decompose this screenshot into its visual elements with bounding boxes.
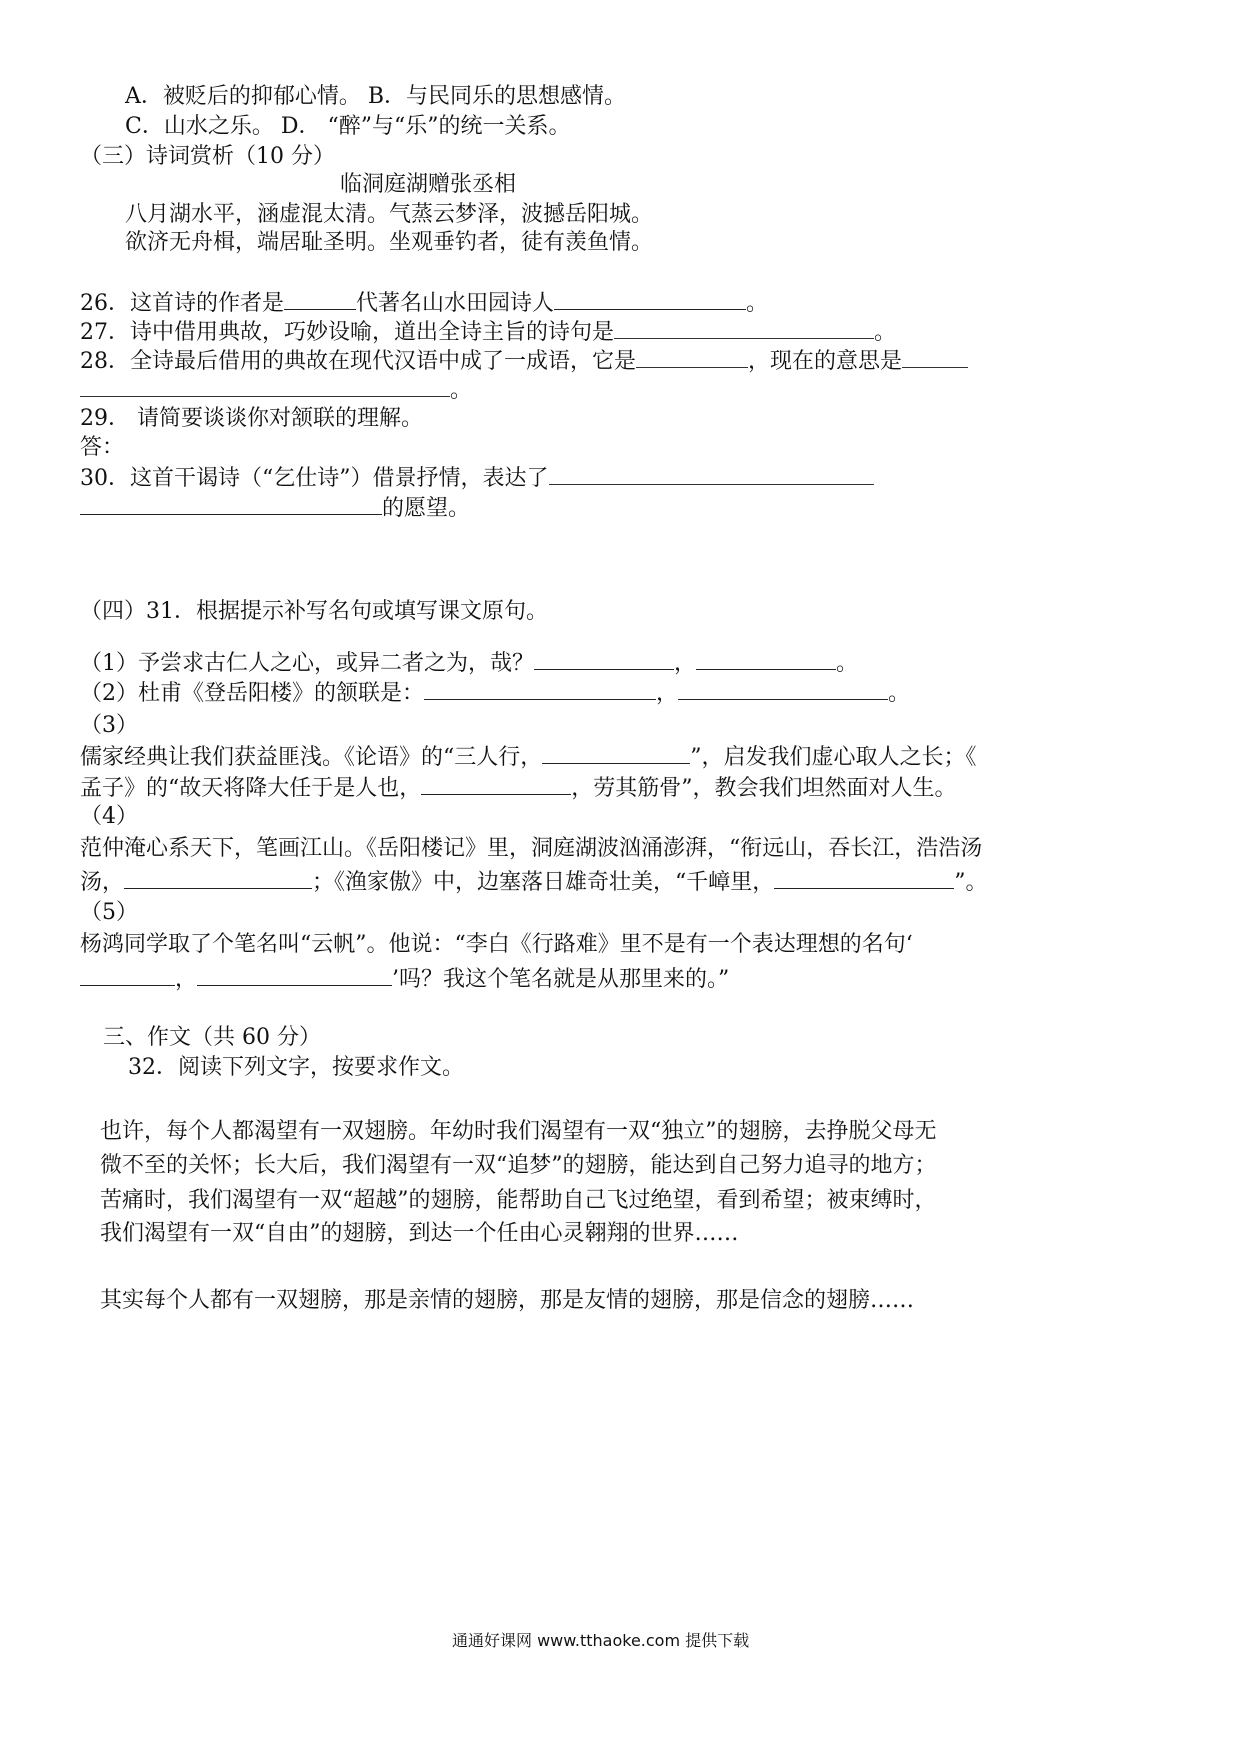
item5-text-2b: ’吗？我这个笔名就是从那里来的。” bbox=[392, 967, 730, 992]
item4-blank-2[interactable] bbox=[774, 866, 954, 889]
item3-text-1a: 儒家经典让我们获益匪浅。《论语》的“三人行， bbox=[80, 745, 543, 770]
q26-blank-2[interactable] bbox=[554, 287, 746, 310]
item4-line-1: 范仲淹心系天下，笔画江山。《岳阳楼记》里，洞庭湖波汹涌澎湃，“衔远山，吞长江，浩浩汤 bbox=[80, 836, 983, 861]
question-32: 32．阅读下列文字，按要求作文。 bbox=[128, 1055, 464, 1080]
question-28-cont bbox=[80, 374, 472, 406]
section4-item-2 bbox=[80, 677, 910, 709]
section4-item-1 bbox=[80, 647, 858, 679]
item3-blank-1[interactable] bbox=[542, 741, 690, 764]
essay-prompt-line-3: 苦痛时，我们渴望有一双“超越”的翅膀，能帮助自己飞过绝望，看到希望；被束缚时， bbox=[100, 1188, 937, 1213]
q28-text-3: 。 bbox=[450, 378, 473, 403]
item4-text-2b: ；《渔家傲》中，边塞落日雄奇壮美，“千嶂里， bbox=[312, 870, 775, 895]
item4-blank-1[interactable] bbox=[124, 866, 312, 889]
question-28 bbox=[80, 345, 968, 377]
item5-sep: ， bbox=[175, 967, 198, 992]
item2-blank-2[interactable] bbox=[678, 677, 888, 700]
item3-blank-2[interactable] bbox=[421, 772, 571, 795]
essay-prompt-line-2: 微不至的关怀；长大后，我们渴望有一双“追梦”的翅膀，能达到自己努力追寻的地方； bbox=[100, 1153, 937, 1178]
item4-line-2 bbox=[80, 866, 988, 898]
question-30 bbox=[80, 462, 874, 494]
item4-text-2c: ”。 bbox=[954, 870, 988, 895]
item1-text: （1）予尝求古仁人之心，或异二者之为，哉？ bbox=[80, 651, 534, 676]
essay-prompt-line-4: 我们渴望有一双“自由”的翅膀，到达一个任由心灵翱翔的世界…… bbox=[100, 1221, 739, 1246]
q25-option-line-1: A．被贬后的抑郁心情。 B．与民同乐的思想感情。 bbox=[125, 84, 627, 109]
q28-blank-2a[interactable] bbox=[902, 345, 968, 368]
item2-text: （2）杜甫《登岳阳楼》的颔联是： bbox=[80, 681, 424, 706]
q30-blank-2[interactable] bbox=[80, 492, 382, 515]
item5-line-2 bbox=[80, 963, 729, 995]
question-30-cont bbox=[80, 492, 470, 524]
item3-line-1 bbox=[80, 741, 977, 773]
item1-blank-2[interactable] bbox=[696, 647, 836, 670]
q28-text-2: ，现在的意思是 bbox=[748, 349, 903, 374]
q30-blank-1[interactable] bbox=[549, 462, 874, 485]
item5-blank-2[interactable] bbox=[197, 963, 392, 986]
q25-option-line-2: C．山水之乐。 D． “醉”与“乐”的统一关系。 bbox=[125, 114, 571, 139]
q26-blank-1[interactable] bbox=[284, 287, 356, 310]
item2-end: 。 bbox=[888, 681, 911, 706]
q27-blank[interactable] bbox=[614, 316, 874, 339]
essay-prompt-line-1: 也许，每个人都渴望有一双翅膀。年幼时我们渴望有一双“独立”的翅膀，去挣脱父母无 bbox=[100, 1119, 937, 1144]
q30-text-2: 的愿望。 bbox=[382, 496, 471, 521]
item3-text-2b: ，劳其筋骨”，教会我们坦然面对人生。 bbox=[571, 776, 957, 801]
item4-text-2a: 汤， bbox=[80, 870, 125, 895]
question-27 bbox=[80, 316, 896, 348]
section4-heading: （四）31．根据提示补写名句或填写课文原句。 bbox=[80, 599, 548, 624]
item3-number: （3） bbox=[80, 713, 138, 738]
q28-text-1: 28．全诗最后借用的典故在现代汉语中成了一成语，它是 bbox=[80, 349, 636, 374]
section3-heading: （三）诗词赏析（10 分） bbox=[80, 144, 335, 169]
q29-answer-label: 答： bbox=[80, 435, 125, 460]
question-29: 29． 请简要谈谈你对颔联的理解。 bbox=[80, 406, 423, 431]
item1-end: 。 bbox=[836, 651, 859, 676]
item1-sep: ， bbox=[674, 651, 697, 676]
item3-text-1b: ”，启发我们虚心取人之长；《 bbox=[690, 745, 977, 770]
item3-text-2a: 孟子》的“故天将降大任于是人也， bbox=[80, 776, 422, 801]
poem-title: 临洞庭湖赠张丞相 bbox=[340, 172, 517, 197]
item5-line-1: 杨鸿同学取了个笔名叫“云帆”。他说：“李白《行路难》里不是有一个表达理想的名句‘ bbox=[80, 932, 913, 957]
item3-line-2 bbox=[80, 772, 957, 804]
poem-line-1: 八月湖水平，涵虚混太清。气蒸云梦泽，波撼岳阳城。 bbox=[125, 202, 654, 227]
item4-number: （4） bbox=[80, 804, 138, 829]
q28-blank-1[interactable] bbox=[636, 345, 748, 368]
item2-sep: ， bbox=[656, 681, 679, 706]
question-26 bbox=[80, 287, 768, 319]
item2-blank-1[interactable] bbox=[424, 677, 656, 700]
q28-blank-2b[interactable] bbox=[80, 374, 450, 397]
q27-text-1: 27．诗中借用典故，巧妙设喻，道出全诗主旨的诗句是 bbox=[80, 320, 614, 345]
q30-text-1: 30．这首干谒诗（“乞仕诗”）借景抒情，表达了 bbox=[80, 466, 549, 491]
essay-heading: 三、作文（共 60 分） bbox=[103, 1025, 321, 1050]
item5-number: （5） bbox=[80, 900, 138, 925]
q26-text-2: 代著名山水田园诗人 bbox=[356, 291, 555, 316]
item1-blank-1[interactable] bbox=[534, 647, 674, 670]
q26-text-3: 。 bbox=[746, 291, 769, 316]
essay-prompt-line-5: 其实每个人都有一双翅膀，那是亲情的翅膀，那是友情的翅膀，那是信念的翅膀…… bbox=[100, 1288, 915, 1313]
page-footer: 通通好课网 www.tthaoke.com 提供下载 bbox=[452, 1631, 750, 1650]
item5-blank-1[interactable] bbox=[80, 963, 175, 986]
poem-line-2: 欲济无舟楫，端居耻圣明。坐观垂钓者，徒有羡鱼情。 bbox=[125, 230, 654, 255]
q27-text-2: 。 bbox=[874, 320, 897, 345]
q26-text-1: 26．这首诗的作者是 bbox=[80, 291, 284, 316]
